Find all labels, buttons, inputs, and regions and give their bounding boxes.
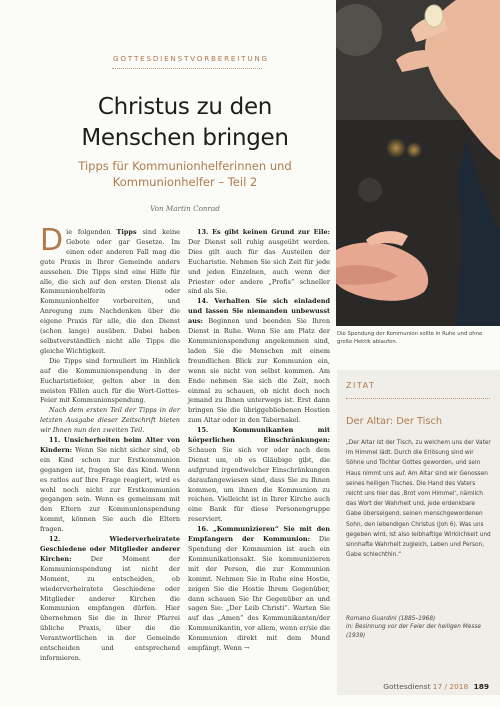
- quote-source: [346, 615, 492, 640]
- tip-16: 16. „Kommunizieren“ Sie mit den Empfangern der Kommunion: Die Spendung der Kommunion ist auch ein Kommunikationsakt. Sie kommunizieren mit der Person, die zur Kommunion kommt. Nehmen Sie in Ruhe eine Hostie, zeigen Sie die Hostie Ihrem Gegenüber, dann schauen Sie Ihr Gegenüber an und sagen Sie: „Der Leib Christi“. Warten Sie auf das „Amen“ des Kommunikanten/der Kommunikantin, vor allem, wenn er/sie die Kommunion direkt mit dem Mund empfängt. Wenn →: [188, 525, 330, 653]
- section-kicker: GOTTESDIENSTVORBEREITUNG: [113, 54, 269, 63]
- page-number: 189: [473, 682, 489, 691]
- tip-13: 13. Es gibt keinen Grund zur Eile: Der Dienst soll ruhig ausgeübt werden. Dies gilt auch für das Austeilen der Eucharistie. Nehmen Sie sich Zeit für jede und jeden Einzelnen, auch wenn der Priester oder andere „Profis“ schneller sind als Sie.: [188, 228, 330, 296]
- sidebar-divider: [346, 398, 490, 399]
- page-footer: [383, 682, 489, 691]
- communion-hands-illustration: [336, 0, 500, 326]
- issue-number: 17 / 2018: [432, 682, 469, 691]
- article-column-1: [40, 223, 180, 664]
- sidebar-quote: „Der Altar ist der Tisch, zu welchem uns der Vater im Himmel lädt. Durch die Erlösung sind wir Söhne und Töchter Gottes geworden, und sein Haus nimmt uns auf. Am Altar sind wir Genossen seines heiligen Tisches. Die Hand des Vaters reicht uns hier das ‚Brot vom Himmel‘, nämlich das Wort der Wahrheit und, jede erdenkbare Gabe überseigend, seinen menschgewordenen Sohn, den lebendigen Christus (Joh 6). Was uns gegeben wird, ist also leibhaftige Wirklichkeit und sinnhafte Wahrheit zugleich, Leben und Person, Gabe schlechthin.“: [346, 440, 491, 559]
- kicker-divider: [112, 68, 262, 69]
- article-column-2: [188, 228, 330, 654]
- continue-arrow-icon: →: [244, 644, 250, 653]
- paragraph-italic: Nach dem ersten Teil der Tipps in der letzten Ausgabe dieser Zeitschrift bieten wir Ihnen nun den zweiten Teil.: [40, 406, 180, 435]
- tip-14: 14. Verhalten Sie sich einladend und lassen Sie niemanden unbewusst aus: Beginnen und beenden Sie Ihren Dienst in Ruhe. Wenn Sie am Platz der Kommunionspendung angekommen sind, laden Sie die Menschen mit einem freundlichen Blick zur Kommunion ein, wenn sie nicht von selbst kommen. Am Ende nehmen Sie sich die Zeit, noch einmal zu schauen, ob nicht doch noch jemand zu Ihnen unterwegs ist. Erst dann bringen Sie die übriggebliebenen Hostien zum Altar oder in den Tabernakel.: [188, 297, 330, 425]
- article-title: Christus zu den Menschen bringen: [81, 94, 289, 151]
- tip-12: 12. Wiederverheiratete Geschiedene oder Mitglieder anderer Kirchen: Der Moment der Kommunionspendung ist nicht der Moment, zu entscheiden, ob wiederverheiratete Geschiedene oder Mitglieder anderer Kirchen die Kommunion empfangen dürfen. Hier übernehmen Sie die in Ihrer Pfarrei übliche Praxis, über die die Verantwortlichen in der Gemeinde entscheiden und entsprechend informieren.: [40, 535, 180, 662]
- photo-caption: Die Spendung der Kommunion sollte in Ruhe und ohne große Hektik ablaufen.: [337, 331, 483, 345]
- intro-paragraph: Die folgenden Tipps sind keine Gebote oder gar Gesetze. Im einen oder anderen Fall mag die gute Praxis in Ihrer Gemeinde anders aussehen. Die Tipps sind eine Hilfe für alle, die sich auf den ersten Dienst als Kommunionhelferin oder Kommunionhelfer vorbereiten, und Anregung zum Nachdenken über die eigene Praxis für alle, die den Dienst (schon lange) ausüben. Dabei haben selbstverständlich nicht alle Tipps die gleiche Wichtigkeit.: [40, 223, 180, 355]
- magazine-name: Gottesdienst: [383, 682, 431, 691]
- tip-11: 11. Unsicherheiten beim Alter von Kindern: Wenn Sie nicht sicher sind, ob ein Kind schon zur Erstkommunion gegangen ist, fragen Sie das Kind. Wenn es ratlos auf Ihre Frage reagiert, wird es wohl noch nicht zur Erstkommunion gegangen sein. Wenn es gemeinsam mit den Eltern zur Kommunionspendung kommt, können Sie auch die Eltern fragen.: [40, 436, 180, 534]
- tip-15: 15. Kommunikanten mit körperlichen Einschränkungen: Schauen Sie sich vor oder nach dem Dienst um, ob es Gläubige gibt, die aufgrund irgendwelcher Einschränkungen daraufangewiesen sind, dass Sie zu Ihnen kommen, um ihnen die Kommunion zu reichen. Vielleicht ist in Ihrer Kirche auch eine Bank für diese Personengruppe reserviert.: [188, 426, 330, 524]
- author-byline: Von Martin Conrad: [150, 204, 220, 213]
- dropcap: D: [40, 223, 64, 258]
- sidebar-title: Der Altar: Der Tisch: [346, 416, 443, 427]
- paragraph: Die Tipps sind formuliert im Hinblick auf die Kommunionspendung in der Eucharistiefeier, gelten aber in den meisten Fällen auch für die Wort-Gottes-Feier mit Kommunionspendung.: [40, 356, 180, 405]
- communion-photo: [336, 0, 500, 326]
- sidebar-label: ZITAT: [346, 381, 376, 390]
- quote-author: Romano Guardini (1885–1968): [346, 616, 436, 622]
- article-subtitle: Tipps für Kommunionhelferinnen und Kommunionhelfer – Teil 2: [78, 159, 292, 189]
- quote-work: in: Besinnung vor der Feier der heiligen Messe (1939): [346, 624, 481, 639]
